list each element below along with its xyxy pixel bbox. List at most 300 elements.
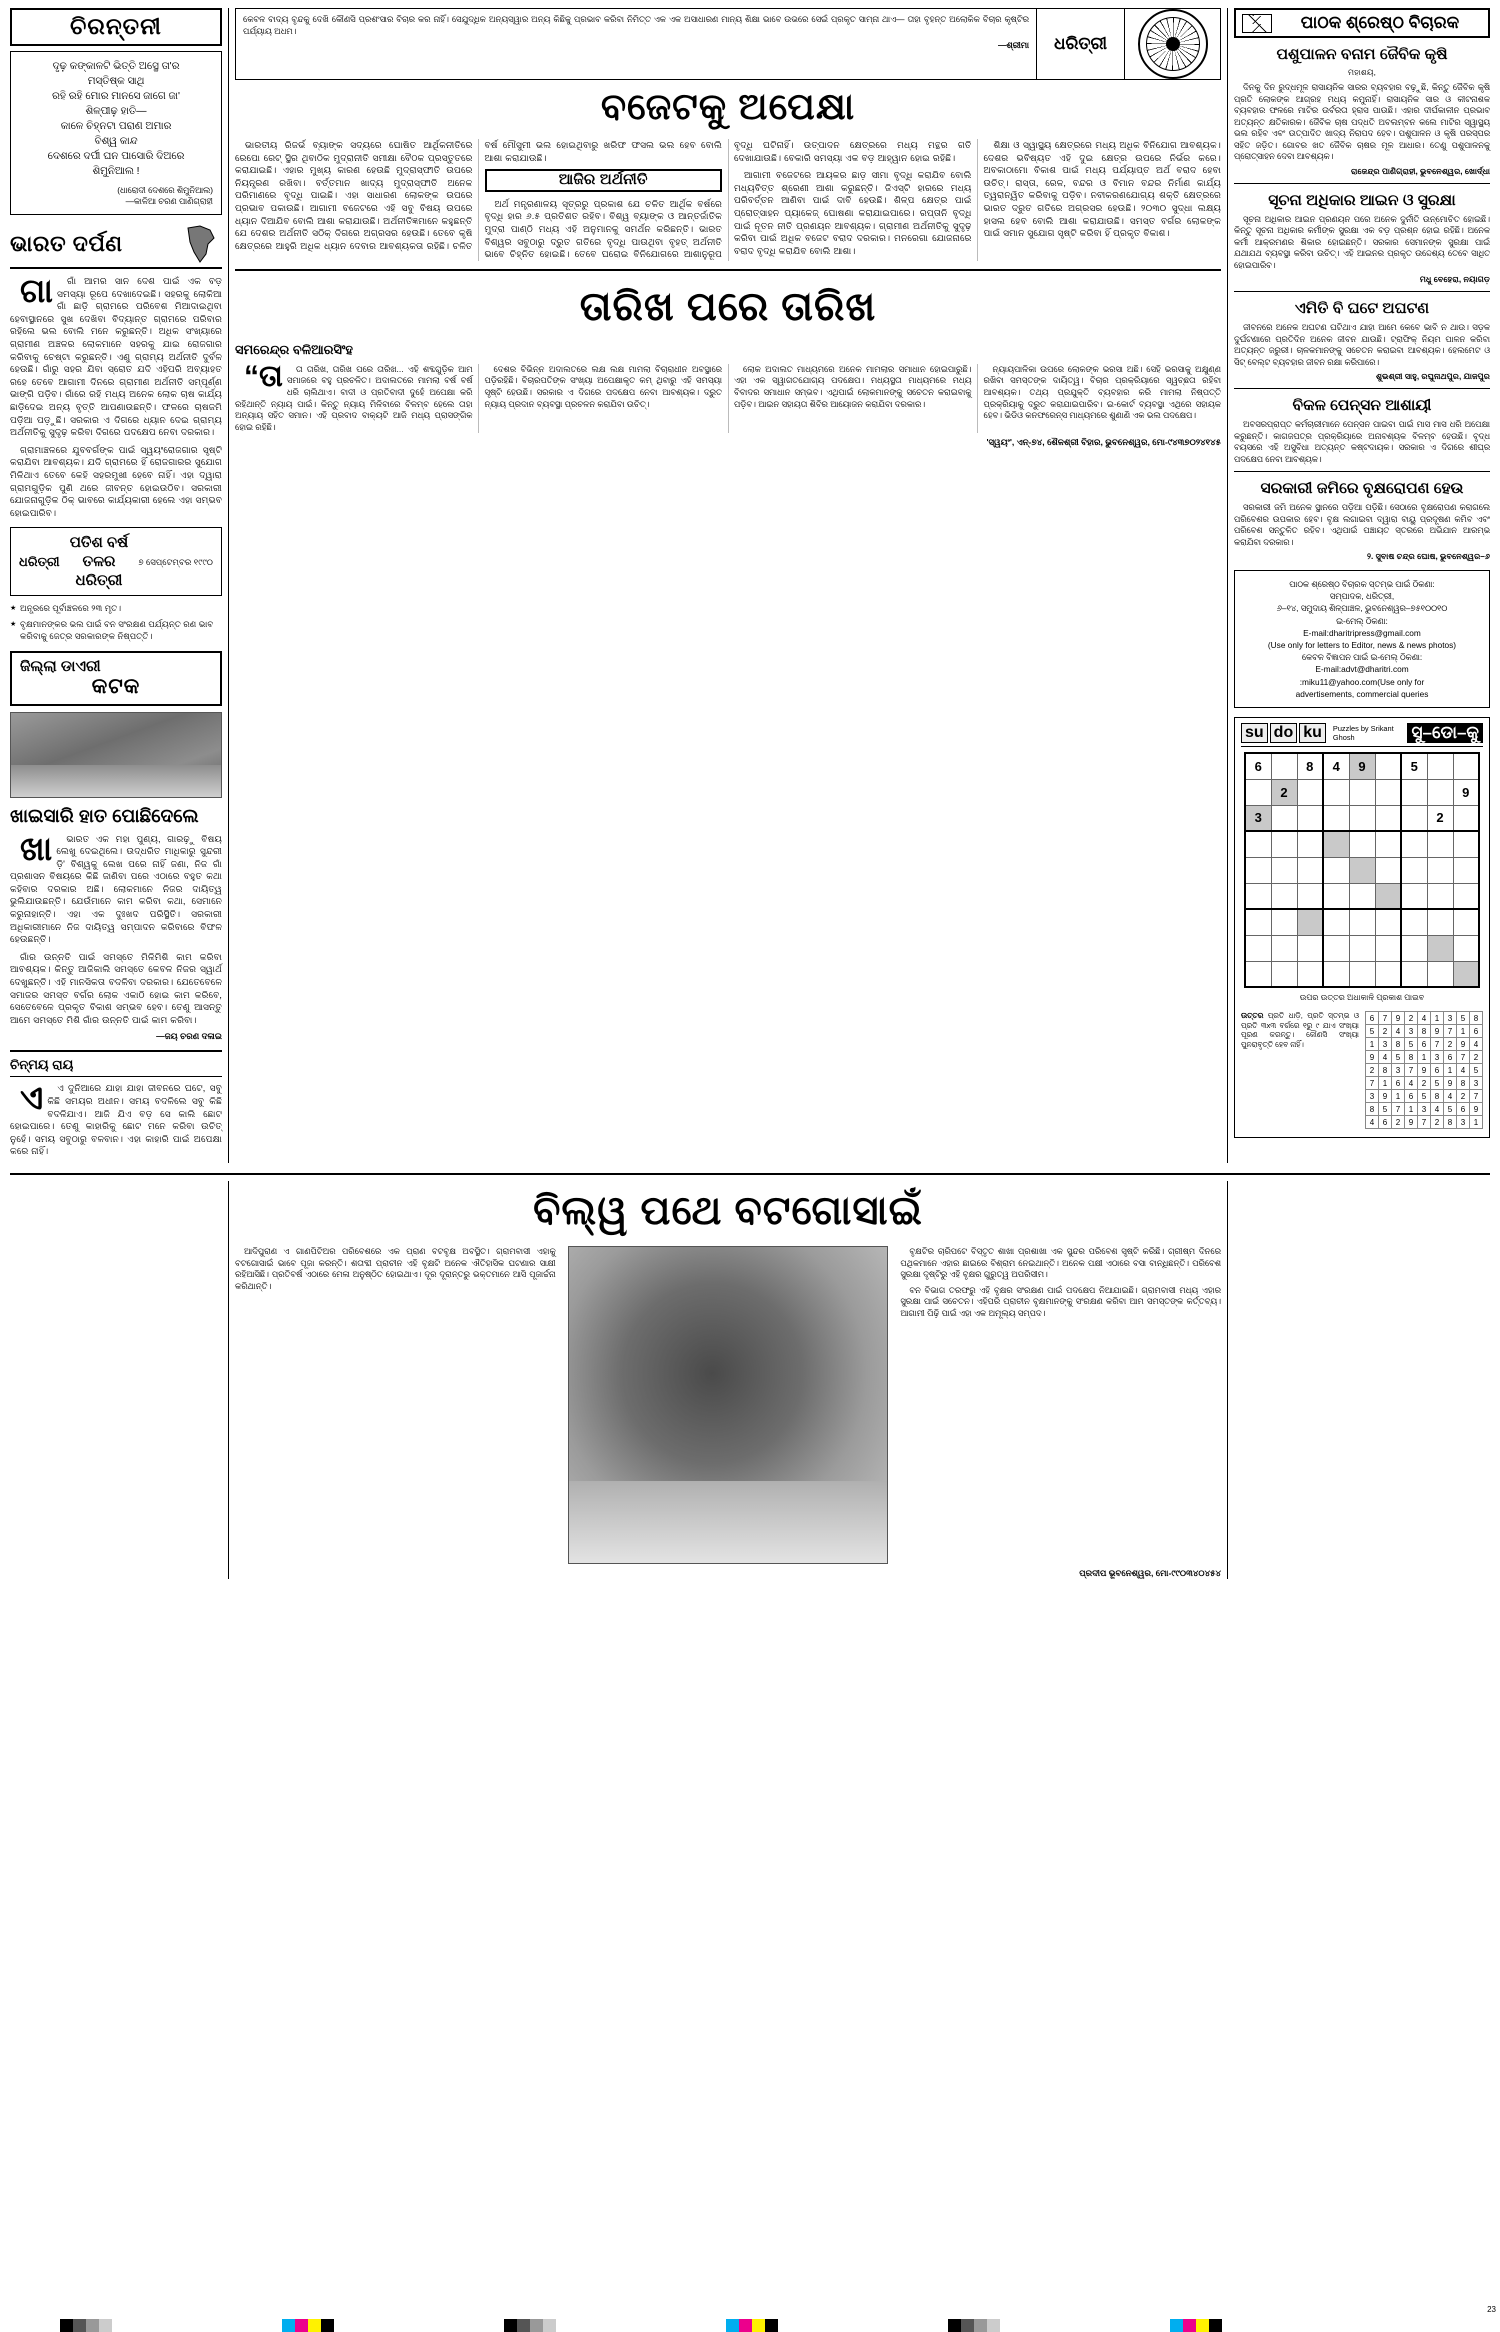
sudoku-answer-cell: 4 xyxy=(1457,1064,1470,1077)
sudoku-answer-cell: 4 xyxy=(1418,1012,1431,1025)
sudoku-cell[interactable] xyxy=(1375,753,1401,779)
sudoku-cell[interactable] xyxy=(1297,935,1323,961)
headline-tarikha-pare-tarikha: ତାରିଖ ପରେ ତାରିଖ xyxy=(579,284,877,329)
contact-email-advt2[interactable]: :miku11@yahoo.com(Use only for xyxy=(1299,676,1425,687)
sudoku-answer-cell: 5 xyxy=(1431,1077,1444,1090)
sudoku-answer-cell: 5 xyxy=(1470,1064,1483,1077)
sudoku-answer-cell: 7 xyxy=(1470,1090,1483,1103)
color-bar-set xyxy=(1170,2319,1222,2332)
sudoku-answer-label: ଉତ୍ତର xyxy=(1241,1011,1264,1021)
color-swatch xyxy=(961,2319,974,2332)
sudoku-answer-cell: 6 xyxy=(1418,1038,1431,1051)
article1-text2: ଗାଁର ଉନ୍ନତି ପାଇଁ ସମସ୍ତେ ମିଳିମିଶି କାମ କରିବା ଆବଶ୍ୟକ। କିନ୍ତୁ ଆଜିକାଲି ସମସ୍ତେ କେବଳ ନିଜର ସ୍ୱାର୍ଥ ଦେଖୁଛନ୍ତି। ଏହି ମାନସିକତା ବଦଳିବା ଦରକାର। ଯେତେବେଳେ ସମାଜର ସମସ୍ତ ବର୍ଗର ଲୋକ ଏକାଠି ହୋଇ କାମ କରିବେ, ସେତେବେଳେ ପ୍ରକୃତ ବିକାଶ ସମ୍ଭବ ହେବ। ତେଣୁ ଆସନ୍ତୁ ଆମେ ସମସ୍ତେ ମିଶି ଗାଁର ଉନ୍ନତି ପାଇଁ କାମ କରିବା। xyxy=(10,951,222,1025)
sudoku-answer-cell: 8 xyxy=(1457,1077,1470,1090)
bottom-left-spacer xyxy=(10,1181,228,1579)
bottom-area xyxy=(10,1173,1490,1579)
sudoku-answer-row xyxy=(1366,1103,1483,1116)
top-strip xyxy=(235,8,1221,80)
contact-email-editorial[interactable]: E-mail:dharitripress@gmail.com xyxy=(1303,627,1421,638)
divider xyxy=(1234,291,1490,292)
poem-line: ଦେଶରେ ଦର୍ପୀ ଘନ ପାସୋରି ଦିଅରେ xyxy=(47,151,185,162)
sudoku-cell[interactable] xyxy=(1401,961,1427,987)
sudoku-cell[interactable] xyxy=(1271,805,1297,831)
sudoku-answer-cell: 6 xyxy=(1444,1051,1457,1064)
color-swatch xyxy=(99,2319,112,2332)
story-byline: ସମରେନ୍ଦ୍ର ବଳିଆରସିଂହ xyxy=(235,341,353,357)
story-para: ନ୍ୟାୟପାଳିକା ଉପରେ ଲୋକଙ୍କ ଭରସା ଅଛି। ସେହି ଭରସାକୁ ଅକ୍ଷୁଣ୍ଣ ରଖିବା ସମସ୍ତଙ୍କ ଦାୟିତ୍ୱ। ବିଚାର ପ୍ରକ୍ରିୟାରେ ସ୍ୱଚ୍ଛତା ରହିବା ଆବଶ୍ୟକ। ତଥ୍ୟ ପ୍ରଯୁକ୍ତି ବ୍ୟବହାର କରି ମାମଲା ନିଷ୍ପତ୍ତି ପ୍ରକ୍ରିୟାକୁ ଦ୍ରୁତ କରାଯାଇପାରିବ। ଇ-କୋର୍ଟ ବ୍ୟବସ୍ଥା ଏଥିରେ ସହାୟକ ହେବ। ଭିଡିଓ କନଫରେନ୍ସ ମାଧ୍ୟମରେ ଶୁଣାଣି ଏକ ଭଲ ପଦକ୍ଷେପ। xyxy=(983,363,1221,421)
sudoku-cell[interactable] xyxy=(1323,961,1349,987)
sudoku-cell[interactable] xyxy=(1349,857,1375,883)
sudoku-title-odia: ସୁ–ଡୋ–କୁ xyxy=(1407,723,1483,743)
dharitri-logo: ଧରିତ୍ରୀ xyxy=(1036,9,1124,79)
sudoku-cell[interactable] xyxy=(1401,831,1427,857)
sudoku-answer-cell: 8 xyxy=(1431,1090,1444,1103)
letter-body xyxy=(1234,214,1490,272)
sudoku-answer-cell: 1 xyxy=(1444,1064,1457,1077)
dharitri-mini-logo: ଧରିତ୍ରୀ xyxy=(19,553,60,569)
sudoku-cell[interactable] xyxy=(1271,831,1297,857)
sudoku-answer-cell: 6 xyxy=(1379,1116,1392,1129)
letter-body xyxy=(1234,82,1490,163)
color-swatch xyxy=(73,2319,86,2332)
article1-title: ଖାଇସାରି ହାତ ପୋଛିଦେଲେ xyxy=(10,804,199,826)
sudoku-cell[interactable]: 5 xyxy=(1401,753,1427,779)
sudoku-cell[interactable] xyxy=(1297,805,1323,831)
readers-column-title: ପାଠକ ଶ୍ରେଷ୍ଠ ବିଚାରକ xyxy=(1300,13,1460,32)
sudoku-cell[interactable] xyxy=(1375,831,1401,857)
letter-sign: ଶୁଭଶ୍ରୀ ସାହୁ, ରଘୁନାଥପୁର, ଯାଜପୁର xyxy=(1375,372,1490,381)
sudoku-logo xyxy=(1241,723,1328,743)
color-swatch xyxy=(308,2319,321,2332)
sudoku-answer-cell: 6 xyxy=(1457,1103,1470,1116)
sudoku-answer-cell: 1 xyxy=(1470,1116,1483,1129)
sudoku-answer-text xyxy=(1241,1011,1359,1049)
letter-text: ସରକାରୀ ଜମି ଅନେକ ସ୍ଥାନରେ ପଡ଼ିଆ ପଡ଼ିଛି। ସେଠାରେ ବୃକ୍ଷରୋପଣ କରାଗଲେ ପରିବେଶର ଉପକାର ହେବ। ବୃକ୍ଷ ଲଗାଇବା ଦ୍ୱାରା ବାୟୁ ପ୍ରଦୂଷଣ କମିବ ଏବଂ ପରିବେଶ ସନ୍ତୁଳିତ ରହିବ। ଏଥିପାଇଁ ପଞ୍ଚାୟତ ସ୍ତରରେ ଅଭିଯାନ ଆରମ୍ଭ କରାଯିବା ଦରକାର। xyxy=(1234,502,1490,547)
letter-text: ଅବସରପ୍ରାପ୍ତ କର୍ମଚାରୀମାନେ ପେନ୍‌ସନ ପାଇବା ପାଇଁ ମାସ ମାସ ଧରି ଅପେକ୍ଷା କରୁଛନ୍ତି। କାଗଜପତ୍ର ପ୍ରକ୍ରିୟାରେ ଅନାବଶ୍ୟକ ବିଳମ୍ବ ହେଉଛି। ବୃଦ୍ଧ ବୟସରେ ଏହି ଅସୁବିଧା ଅତ୍ୟନ୍ତ କଷ୍ଟଦାୟକ। ସରକାର ଏ ଦିଗରେ ଶୀଘ୍ର ପଦକ୍ଷେପ ନେବା ଆବଶ୍ୟକ। xyxy=(1234,419,1490,464)
divider xyxy=(1234,388,1490,389)
story-para: ଲୋକ ଅଦାଲତ ମାଧ୍ୟମରେ ଅନେକ ମାମଲାର ସମାଧାନ ହୋଇପାରୁଛି। ଏହା ଏକ ସ୍ୱାଗତଯୋଗ୍ୟ ପଦକ୍ଷେପ। ମଧ୍ୟସ୍ଥତା ମାଧ୍ୟମରେ ମଧ୍ୟ ବିବାଦର ସମାଧାନ ସମ୍ଭବ। ଏଥିପାଇଁ ଲୋକମାନଙ୍କୁ ସଚେତନ କରାଇବାକୁ ପଡ଼ିବ। ଆଇନ ସହାୟତା ଶିବିର ଆୟୋଜନ କରାଯିବା ଦରକାର। xyxy=(734,363,972,409)
sudoku-cell[interactable]: 9 xyxy=(1349,753,1375,779)
color-swatch xyxy=(530,2319,543,2332)
letter-body xyxy=(1234,502,1490,548)
sudoku-cell[interactable]: 2 xyxy=(1271,779,1297,805)
sudoku-cell[interactable] xyxy=(1323,831,1349,857)
sudoku-answer-cell: 4 xyxy=(1444,1090,1457,1103)
sudoku-cell[interactable] xyxy=(1427,779,1453,805)
sudoku-answer-cell: 3 xyxy=(1366,1090,1379,1103)
sudoku-header xyxy=(1241,723,1483,747)
sudoku-cell[interactable] xyxy=(1349,883,1375,909)
top-strip-sign: —ଶ୍ରୀମା xyxy=(998,40,1029,51)
sudoku-answer-cell: 9 xyxy=(1366,1051,1379,1064)
sudoku-cell[interactable] xyxy=(1297,831,1323,857)
readers-column-header xyxy=(1234,8,1490,38)
sudoku-cell[interactable] xyxy=(1427,857,1453,883)
sudoku-answer-cell: 3 xyxy=(1470,1077,1483,1090)
sudoku-answer-cell: 9 xyxy=(1405,1116,1418,1129)
sudoku-logo-su: su xyxy=(1241,723,1268,743)
sudoku-answer-cell: 7 xyxy=(1379,1012,1392,1025)
sudoku-cell[interactable] xyxy=(1453,753,1479,779)
color-swatch xyxy=(504,2319,517,2332)
bottom-feature-body xyxy=(235,1246,1221,1564)
chirantani-banner xyxy=(10,8,222,46)
sudoku-cell[interactable] xyxy=(1323,935,1349,961)
sudoku-answer-cell: 3 xyxy=(1392,1064,1405,1077)
sudoku-cell[interactable] xyxy=(1271,909,1297,935)
sudoku-answer-cell: 5 xyxy=(1405,1038,1418,1051)
india-map-icon xyxy=(180,224,222,264)
letter-text: ଜୀବନରେ ଅନେକ ଅଘଟଣ ଘଟିଥାଏ ଯାହା ଆମେ କେବେ ଭାବି ନ ଥାଉ। ସଡ଼କ ଦୁର୍ଘଟଣାରେ ପ୍ରତିଦିନ ଅନେକ ଜୀବନ ଯାଉଛି। ଟ୍ରାଫିକ୍ ନିୟମ ପାଳନ କରିବା ଅତ୍ୟନ୍ତ ଜରୁରୀ। ଚାଳକମାନଙ୍କୁ ସଚେତନ କରାଇବା ଆବଶ୍ୟକ। ହେଲମେଟ ଓ ସିଟ୍ ବେଲ୍ଟ ବ୍ୟବହାର ଜୀବନ ରକ୍ଷା କରିପାରେ। xyxy=(1234,322,1490,367)
contact-line: ଇ-ମେଲ୍ ଠିକଣା: xyxy=(1336,615,1388,626)
sudoku-cell[interactable]: 3 xyxy=(1245,805,1271,831)
letter-text: ଦିନକୁ ଦିନ ରୁଦ୍ଧମୂଳ ରାସାୟନିକ ସାରର ବ୍ୟବହାର ବଢ଼ୁଛି, କିନ୍ତୁ ଜୈବିକ କୃଷି ପ୍ରତି ଲୋକଙ୍କ ଆଗ୍ରହ ମଧ୍ୟ କମୁନାହିଁ। ରାସାୟନିକ ସାର ଓ କୀଟନାଶକ ବ୍ୟବହାର ଫଳରେ ମାଟିର ଉର୍ବରତା ହ୍ରାସ ପାଉଛି। ଏହାର ଦୀର୍ଘକାଳୀନ ପ୍ରଭାବ ଅତ୍ୟନ୍ତ କ୍ଷତିକାରକ। ଜୈବିକ ଚାଷ ପଦ୍ଧତି ଅବଲମ୍ବନ କଲେ ମାଟିର ସ୍ୱାସ୍ଥ୍ୟ ଭଲ ରହିବ ଏବଂ ଉତ୍ପାଦିତ ଖାଦ୍ୟ ନିରାପଦ ହେବ। ପଶୁପାଳନ ଓ କୃଷି ପରସ୍ପର ସହିତ ଜଡ଼ିତ। ଗୋବର ଖତ ଜୈବିକ ଚାଷର ମୂଳ ଆଧାର। ତେଣୁ ପଶୁପାଳନକୁ ପ୍ରୋତ୍ସାହନ ଦେବା ଆବଶ୍ୟକ। xyxy=(1234,82,1490,161)
sudoku-cell[interactable] xyxy=(1349,909,1375,935)
sudoku-answer-cell: 2 xyxy=(1392,1116,1405,1129)
contact-box xyxy=(1234,570,1490,708)
sudoku-cell[interactable] xyxy=(1245,935,1271,961)
sudoku-cell[interactable]: 6 xyxy=(1245,753,1271,779)
poem-line: ଶିଳ୍ପୀଢ଼ ହାତି— xyxy=(85,106,147,117)
sudoku-cell[interactable] xyxy=(1453,857,1479,883)
sudoku-cell[interactable] xyxy=(1245,831,1271,857)
sudoku-row xyxy=(1245,909,1479,935)
sudoku-cell[interactable] xyxy=(1453,909,1479,935)
sudoku-cell[interactable] xyxy=(1427,935,1453,961)
sudoku-subtitle: Puzzles by Srikant Ghosh xyxy=(1332,724,1394,743)
sudoku-answer-cell: 9 xyxy=(1379,1090,1392,1103)
sudoku-cell[interactable] xyxy=(1427,883,1453,909)
sudoku-cell[interactable] xyxy=(1349,831,1375,857)
sudoku-answer-cell: 6 xyxy=(1431,1064,1444,1077)
article1-body xyxy=(10,829,222,1027)
sudoku-answer-cell: 7 xyxy=(1444,1025,1457,1038)
sudoku-answer-cell: 1 xyxy=(1405,1103,1418,1116)
sudoku-answer-row xyxy=(1366,1051,1483,1064)
sudoku-answer-cell: 7 xyxy=(1418,1116,1431,1129)
story-block xyxy=(235,269,1221,449)
sudoku-row xyxy=(1245,857,1479,883)
sudoku-answer-cell: 2 xyxy=(1418,1077,1431,1090)
sudoku-cell[interactable] xyxy=(1271,961,1297,987)
sudoku-cell[interactable] xyxy=(1375,935,1401,961)
letter-sign: ୨. ସୁବାଷ ଚନ୍ଦ୍ର ଘୋଷ, ଭୁବନେଶ୍ୱର–୬ xyxy=(1366,552,1490,561)
sudoku-answer-cell: 7 xyxy=(1366,1077,1379,1090)
sudoku-cell[interactable] xyxy=(1427,831,1453,857)
sudoku-cell[interactable]: 4 xyxy=(1323,753,1349,779)
contact-note-editorial: (Use only for letters to Editor, news & news photos) xyxy=(1267,640,1457,651)
sudoku-answer-cell: 3 xyxy=(1379,1038,1392,1051)
color-swatch xyxy=(739,2319,752,2332)
sudoku-cell[interactable]: 8 xyxy=(1297,753,1323,779)
color-bar-set xyxy=(504,2319,556,2332)
sudoku-cell[interactable] xyxy=(1375,961,1401,987)
article2-text: ଏ ଦୁନିଆରେ ଯାହା ଯାହା ଜୀବନରେ ଘଟେ, ସବୁ କିଛି ସମୟର ଅଧୀନ। ସମୟ ବଦଳିଲେ ସବୁ କିଛି ବଦଳିଯାଏ। ଆଜି ଯିଏ ବଡ଼ ସେ କାଲି ଛୋଟ ହୋଇପାରେ। ତେଣୁ କାହାରିକୁ ଛୋଟ ମନେ କରିବା ଉଚିତ୍ ନୁହେଁ। ସମୟ ସବୁଠାରୁ ବଳବାନ। ଏହା କାହାରି ପାଇଁ ଅପେକ୍ଷା କରେ ନାହିଁ। xyxy=(10,1083,222,1157)
divider xyxy=(1234,471,1490,472)
sudoku-answer-cell: 6 xyxy=(1470,1025,1483,1038)
sudoku-cell[interactable]: 2 xyxy=(1427,805,1453,831)
bullet-item: ★ ଅନ୍ଧ୍ରରେ ପୂର୍ବାଞ୍ଚଳରେ ୨୩ ମୃତ। xyxy=(10,602,222,614)
right-column xyxy=(1228,8,1490,1163)
sudoku-cell[interactable] xyxy=(1453,935,1479,961)
article2-author: ଚିନ୍ମୟ ରାୟ xyxy=(10,1057,222,1077)
fort-photo xyxy=(10,712,222,798)
sudoku-cell[interactable] xyxy=(1401,805,1427,831)
sudoku-answer-cell: 2 xyxy=(1431,1116,1444,1129)
sudoku-answer-block xyxy=(1241,1011,1483,1129)
sudoku-row xyxy=(1245,883,1479,909)
pratibarsha-label: ପତିଶ ବର୍ଷ ତଳର ଧରିତ୍ରୀ xyxy=(69,534,129,590)
sudoku-cell[interactable] xyxy=(1245,961,1271,987)
sudoku-answer-cell: 8 xyxy=(1444,1116,1457,1129)
color-swatch xyxy=(86,2319,99,2332)
letter-title: ଏମିତି ବି ଘଟେ ଅଘଟଣ xyxy=(1294,300,1430,317)
sudoku-cell[interactable] xyxy=(1245,883,1271,909)
envelope-icon xyxy=(1242,14,1272,33)
sudoku-answer-cell: 3 xyxy=(1457,1116,1470,1129)
story-sign: 'ସ୍ୱୟଂ', ଏନ୍-୭୪, ଶୈଳଶ୍ରୀ ବିହାର, ଭୁବନେଶ୍ୱର, ମୋ-୯୪୩୭୦୨୪୧୪୫ xyxy=(986,437,1221,448)
sudoku-cell[interactable] xyxy=(1323,883,1349,909)
sudoku-cell[interactable] xyxy=(1375,909,1401,935)
page-number: 23 xyxy=(1487,2305,1496,2314)
sudoku-answer-row xyxy=(1366,1077,1483,1090)
sudoku-grid[interactable] xyxy=(1244,752,1480,988)
sudoku-answer-cell: 6 xyxy=(1405,1090,1418,1103)
sudoku-row xyxy=(1245,753,1479,779)
article1-text: ଭାରତ ଏକ ମହା ପୁଣ୍ୟ, ଗାରଢ଼ୁ ବିଷୟ ଲେଖୁ ଦେଇଥିଲେ। ଉଦ୍ଧରିତ ମାଧିକାରୁ ସୁନ୍ଦରୀ ଡ଼ି' ବିଶ୍ୱକୁ ଲେଖ ପରେ ନାହିଁ ଜଣା, ନିଜ ଗାଁ ପ୍ରଶାସନ ବିଷୟରେ କିଛି ଜାଣିବା ପରେ ଏଠାରେ ବହୁତ କଥା କହିବାର ଦରକାର ଅଛି। ଲୋକମାନେ ନିଜର ଦାୟିତ୍ୱ ଭୁଲିଯାଉଛନ୍ତି। ଯେଉଁମାନେ କାମ କରିବା କଥା, ସେମାନେ କରୁନାହାନ୍ତି। ଏହା ଏକ ଦୁଃଖଦ ପରିସ୍ଥିତି। ସରକାରୀ ଅଧିକାରୀମାନେ ନିଜ ଦାୟିତ୍ୱ ସମ୍ପାଦନ କରିବାରେ ବିଫଳ ହେଉଛନ୍ତି। xyxy=(10,833,222,945)
sudoku-logo-ku: ku xyxy=(1299,723,1326,743)
jilla-diary-district: କଟକ xyxy=(91,674,141,698)
poem-box xyxy=(10,51,222,215)
contact-email-advt[interactable]: E-mail:advt@dharitri.com xyxy=(1315,664,1409,675)
sudoku-answer-cell: 3 xyxy=(1405,1025,1418,1038)
letter-item xyxy=(1234,479,1490,562)
sudoku-row xyxy=(1245,831,1479,857)
sudoku-answer-cell: 8 xyxy=(1470,1012,1483,1025)
sudoku-cell[interactable] xyxy=(1271,935,1297,961)
headline-bilwa-pathe-batagosain: ବିଲ୍ୱ ପଥେ ବଟଗୋସାଇଁ xyxy=(533,1188,923,1233)
sudoku-cell[interactable] xyxy=(1349,779,1375,805)
sudoku-cell[interactable] xyxy=(1271,883,1297,909)
sudoku-cell[interactable] xyxy=(1375,883,1401,909)
sudoku-answer-cell: 2 xyxy=(1470,1051,1483,1064)
sudoku-cell[interactable] xyxy=(1297,779,1323,805)
letter-title: ସୂଚନା ଅଧିକାର ଆଇନ ଓ ସୁରକ୍ଷା xyxy=(1268,191,1456,209)
headline-bajetaku-apeksha: ବଜେଟକୁ ଅପେକ୍ଷା xyxy=(600,86,856,127)
sudoku-answer-row xyxy=(1366,1025,1483,1038)
budget-para: ଶିକ୍ଷା ଓ ସ୍ୱାସ୍ଥ୍ୟ କ୍ଷେତ୍ରରେ ମଧ୍ୟ ଅଧିକ ବିନିଯୋଗ ଆବଶ୍ୟକ। ଦେଶର ଭବିଷ୍ୟତ ଏହି ଦୁଇ କ୍ଷେତ୍ର ଉପରେ ନିର୍ଭର କରେ। ଅବକାଠାମୋ ବିକାଶ ପାଇଁ ମଧ୍ୟ ପର୍ଯ୍ୟାପ୍ତ ଅର୍ଥ ବରାଦ ହେବା ଉଚିତ୍। ରାସ୍ତା, ରେଳ, ବନ୍ଦର ଓ ବିମାନ ବନ୍ଦର ନିର୍ମାଣ କାର୍ଯ୍ୟ ତ୍ୱରାନ୍ୱିତ କରିବାକୁ ପଡ଼ିବ। ନବୀକରଣଯୋଗ୍ୟ ଶକ୍ତି କ୍ଷେତ୍ରରେ ଭାରତ ଦ୍ରୁତ ଗତିରେ ଅଗ୍ରସର ହେଉଛି। ୨୦୩୦ ସୁଦ୍ଧା ଲକ୍ଷ୍ୟ ହାସଲ ହେବ ବୋଲି ଆଶା କରାଯାଉଛି। ସମସ୍ତ ବର୍ଗର ଲୋକଙ୍କ ପାଇଁ ସମାନ ସୁଯୋଗ ସୃଷ୍ଟି କରିବା ହିଁ ପ୍ରକୃତ ବିକାଶ। xyxy=(983,140,1221,239)
sudoku-answer-cell: 7 xyxy=(1405,1064,1418,1077)
budget-para: ଅର୍ଥ ମନ୍ତ୍ରଣାଳୟ ସୂତ୍ରରୁ ପ୍ରକାଶ ଯେ ଚଳିତ ଆର୍ଥିକ ବର୍ଷରେ ବୃଦ୍ଧି ହାର ୬.୫ ପ୍ରତିଶତ ରହିବ। ବିଶ୍ୱ ବ୍ୟାଙ୍କ ଓ ଆନ୍ତର୍ଜାତିକ ମୁଦ୍ରା ପାଣ୍ଠି ମଧ୍ୟ ଏହି ଅନୁମାନକୁ ସମର୍ଥନ କରିଛନ୍ତି। ଭାରତ ବିଶ୍ୱର ସବୁଠାରୁ ଦ୍ରୁତ ଗତିରେ ବୃଦ୍ଧି ପାଉଥିବା ବୃହତ୍ ଅର୍ଥନୀତି ଭାବେ ଚିହ୍ନିତ ହୋଇଛି। ତେବେ ଘରୋଇ ବିନିଯୋଗରେ ଆଶାନୁରୂପ ବୃଦ୍ଧି ଘଟିନାହିଁ। ଉତ୍ପାଦନ କ୍ଷେତ୍ରରେ ମଧ୍ୟ ମନ୍ଥର ଗତି ଦେଖାଯାଉଛି। ବେକାରି ସମସ୍ୟା ଏକ ବଡ଼ ଆହ୍ୱାନ ହୋଇ ରହିଛି। xyxy=(484,140,972,260)
sudoku-answer-cell: 6 xyxy=(1366,1012,1379,1025)
sudoku-answer-cell: 3 xyxy=(1431,1051,1444,1064)
color-swatch xyxy=(543,2319,556,2332)
bullet-list xyxy=(10,602,222,642)
color-swatch xyxy=(1209,2319,1222,2332)
sudoku-caption: ଉପର ଉତ୍ତର ଅଧାକାଳି ପ୍ରକାଶ ପାଇବ xyxy=(1299,993,1425,1003)
sudoku-answer-cell: 1 xyxy=(1457,1025,1470,1038)
color-swatch xyxy=(295,2319,308,2332)
sudoku-answer-cell: 5 xyxy=(1379,1103,1392,1116)
sudoku-answer-cell: 4 xyxy=(1379,1051,1392,1064)
letter-sign: ରାଜେନ୍ଦ୍ର ପାଣିଗ୍ରାହୀ, ଭୁବନେଶ୍ୱର, ଖୋର୍ଦ୍ଧା xyxy=(1351,166,1490,176)
sudoku-cell[interactable] xyxy=(1453,883,1479,909)
sudoku-answer-row xyxy=(1366,1116,1483,1129)
bullet-item: ★ ବୃକ୍ଷମାନଙ୍କର ଭଲ ପାଇଁ ବନ ସଂରକ୍ଷଣ ପର୍ଯ୍ୟନ୍ତ ରଣ ଭାବ କରିବାକୁ ଜେତ୍ର ସରକାରଙ୍କ ନିଷ୍ପତ୍ତି। xyxy=(10,618,222,643)
sudoku-cell[interactable] xyxy=(1297,909,1323,935)
bharat-darpan-text2: ଗ୍ରାମାଞ୍ଚଳରେ ଯୁବବର୍ଗଙ୍କ ପାଇଁ ସ୍ୱୟଂରୋଜଗାର ସୃଷ୍ଟି କରାଯିବା ଆବଶ୍ୟକ। ଯଦି ଗ୍ରାମରେ ହିଁ ରୋଜଗାରର ସୁଯୋଗ ମିଳିଥାଏ ତେବେ କେହି ସହରମୁଖୀ ହେବେ ନାହିଁ। ଏହା ଦ୍ୱାରା ଗ୍ରାମଗୁଡ଼ିକ ପୁଣି ଥରେ ଜୀବନ୍ତ ହୋଇଉଠିବ। ସରକାରୀ ଯୋଜନାଗୁଡ଼ିକ ଠିକ୍ ଭାବରେ କାର୍ଯ୍ୟକାରୀ ହେଲେ ଏହା ସମ୍ଭବ ହୋଇପାରିବ। xyxy=(10,444,222,518)
sudoku-cell[interactable] xyxy=(1349,935,1375,961)
sudoku-rules: ପ୍ରତି ଧାଡ଼ି, ପ୍ରତି ସ୍ତମ୍ଭ ଓ ପ୍ରତି ୩x୩ ବର୍ଗରେ ୧ରୁ ୯ ଯାଏ ସଂଖ୍ୟା ପୂରଣ କରନ୍ତୁ। କୌଣସି ସଂଖ୍ୟା ପୁନରାବୃତ୍ତି ହେବ ନାହିଁ। xyxy=(1241,1011,1359,1049)
banyan-tree-photo xyxy=(568,1246,889,1564)
pratibarsha-date: ୭ ସେପ୍ଟେମ୍ବର ୧୯୯୦ xyxy=(138,556,213,567)
sudoku-answer-cell: 4 xyxy=(1431,1103,1444,1116)
sudoku-cell[interactable] xyxy=(1427,909,1453,935)
sudoku-answer-cell: 4 xyxy=(1405,1077,1418,1090)
sudoku-cell[interactable] xyxy=(1271,857,1297,883)
sudoku-answer-cell: 1 xyxy=(1392,1090,1405,1103)
divider xyxy=(1234,183,1490,184)
bottom-para: ବନ ବିଭାଗ ତରଫରୁ ଏହି ବୃକ୍ଷର ସଂରକ୍ଷଣ ପାଇଁ ପଦକ୍ଷେପ ନିଆଯାଇଛି। ଗ୍ରାମବାସୀ ମଧ୍ୟ ଏହାର ସୁରକ୍ଷା ପାଇଁ ସଚେତନ। ଏହିପରି ପ୍ରାଚୀନ ବୃକ୍ଷମାନଙ୍କୁ ସଂରକ୍ଷଣ କରିବା ଆମ ସମସ୍ତଙ୍କ କର୍ତ୍ତବ୍ୟ। ଆଗାମୀ ପିଢ଼ି ପାଇଁ ଏହା ଏକ ଅମୂଲ୍ୟ ସମ୍ପଦ। xyxy=(900,1284,1221,1318)
story-para: ଦେଶର ବିଭିନ୍ନ ଅଦାଲତରେ ଲକ୍ଷ ଲକ୍ଷ ମାମଲା ବିଚାରାଧୀନ ଅବସ୍ଥାରେ ପଡ଼ିରହିଛି। ବିଚାରପତିଙ୍କ ସଂଖ୍ୟା ଅପେକ୍ଷାକୃତ କମ୍ ଥିବାରୁ ଏହି ସମସ୍ୟା ସୃଷ୍ଟି ହେଉଛି। ସରକାର ଏ ଦିଗରେ ପଦକ୍ଷେପ ନେବା ଆବଶ୍ୟକ। ଦ୍ରୁତ ନ୍ୟାୟ ପ୍ରଦାନ ବ୍ୟବସ୍ଥା ପ୍ରଚଳନ କରାଯିବା ଉଚିତ୍। xyxy=(484,363,722,409)
sudoku-cell[interactable]: 9 xyxy=(1453,779,1479,805)
letter-item xyxy=(1234,299,1490,382)
sudoku-cell[interactable] xyxy=(1375,805,1401,831)
sudoku-answer-cell: 2 xyxy=(1379,1025,1392,1038)
top-strip-text xyxy=(236,9,1036,79)
bottom-right-spacer xyxy=(1228,1181,1490,1579)
bottom-feature-sign: ପ୍ରଦୀପ ଭୂବନେଶ୍ୱର, ମୋ-୯୯୦୩୪୦୪୫୪ xyxy=(1079,1567,1221,1578)
bharat-darpan-header xyxy=(10,224,222,269)
sudoku-cell[interactable] xyxy=(1297,961,1323,987)
sudoku-cell[interactable] xyxy=(1271,753,1297,779)
poem-line: ଦୃଢ଼ କଙ୍କାଳଟି ଭିତ୍ତି ଅସ୍ଥେ ତା'ର xyxy=(52,61,180,72)
sudoku-answer-cell: 8 xyxy=(1366,1103,1379,1116)
sudoku-widget xyxy=(1234,717,1490,1138)
sudoku-answer-grid xyxy=(1365,1011,1483,1129)
poem-line: କାଳେ ଚିହ୍ନଟା ପରାଣ ଅମାର xyxy=(60,121,172,132)
letter-sign: ମଧୁ ବେହେରା, ନୟାଗଡ଼ xyxy=(1419,275,1490,284)
sudoku-answer-cell: 8 xyxy=(1405,1051,1418,1064)
sudoku-cell[interactable] xyxy=(1401,909,1427,935)
sudoku-answer-cell: 5 xyxy=(1392,1051,1405,1064)
sudoku-cell[interactable] xyxy=(1453,831,1479,857)
sudoku-cell[interactable] xyxy=(1401,857,1427,883)
sudoku-cell[interactable] xyxy=(1323,805,1349,831)
contact-line: ୬–୧୪, ସମୁଦାୟ ଶିଳ୍ପାଞ୍ଚଳ, ଭୁବନେଶ୍ୱର–୭୫୧୦୦୧୦ xyxy=(1276,603,1448,614)
middle-column xyxy=(228,8,1228,1163)
sudoku-answer-cell: 5 xyxy=(1457,1012,1470,1025)
sudoku-answer-cell: 8 xyxy=(1418,1025,1431,1038)
ajira-arthaniti-label: ଆଜିର ଅର୍ଥନୀତି xyxy=(485,169,723,192)
sudoku-cell[interactable] xyxy=(1375,779,1401,805)
poem-author: —କାଳିଆ ଚରଣ ପାଣିଗ୍ରାହୀ xyxy=(125,196,213,206)
sudoku-row xyxy=(1245,935,1479,961)
sudoku-answer-cell: 9 xyxy=(1470,1103,1483,1116)
sudoku-cell[interactable] xyxy=(1453,805,1479,831)
sudoku-cell[interactable] xyxy=(1323,909,1349,935)
sudoku-answer-cell: 4 xyxy=(1366,1116,1379,1129)
contact-line: କେବଳ ବିଜ୍ଞାପନ ପାଇଁ ଇ-ମେଲ୍ ଠିକଣା: xyxy=(1301,652,1423,663)
color-swatch xyxy=(948,2319,961,2332)
left-column xyxy=(10,8,228,1163)
color-bar-set xyxy=(726,2319,778,2332)
quote-dropcap: “ତା xyxy=(244,359,283,393)
letter-item xyxy=(1234,191,1490,286)
letter-body xyxy=(1234,419,1490,465)
color-swatch xyxy=(1196,2319,1209,2332)
sudoku-answer-cell: 9 xyxy=(1392,1012,1405,1025)
top-strip-quote: କେବଳ ବାଦ୍ୟ ବୃନ୍ଦକୁ ଦେଖି କୌଣସି ପ୍ରଶଂସାର ବିଚାର କର ନାହିଁ। ସେଯୁଦ୍ଧିକ ଅନ୍ୟସ୍ୱାର ଅନ୍ୟ କିଛିକୁ ପ୍ରଭାବ କରିବା ନିମିତ୍ତ ଏକ ଏକ ଅସାଧାରଣ ମାନ୍ୟ ଶିକ୍ଷା ଭାବେ ଉଭରେ ସେଇଁ ପ୍ରକୃତ ସାମ୍ନା ଥାଏ— ତାହା ବୃହନ୍ତ ଅଲୋକିକ ବିଚାର କୃଷ୍ଟିର ପର୍ଯ୍ୟାୟ ଅଧମ। xyxy=(243,14,1029,36)
letter-title: ସରକାରୀ ଜମିରେ ବୃକ୍ଷରୋପଣ ହେଉ xyxy=(1260,480,1464,497)
sudoku-answer-row xyxy=(1366,1038,1483,1051)
sudoku-answer-cell: 9 xyxy=(1418,1064,1431,1077)
sudoku-cell[interactable] xyxy=(1245,909,1271,935)
bottom-para: ବୃକ୍ଷଟିର ଚାରିପଟେ ବିସ୍ତୃତ ଶାଖା ପ୍ରଶାଖା ଏକ ସୁନ୍ଦର ପରିବେଶ ସୃଷ୍ଟି କରିଛି। ଗ୍ରୀଷ୍ମ ଦିନରେ ପଥିକମାନେ ଏହାର ଛାଇରେ ବିଶ୍ରାମ ନେଇଥାନ୍ତି। ଅନେକ ପକ୍ଷୀ ଏଠାରେ ବସା ବାନ୍ଧିଛନ୍ତି। ପରିବେଶ ସୁରକ୍ଷା ଦୃଷ୍ଟିରୁ ଏହି ବୃକ୍ଷର ଗୁରୁତ୍ୱ ଅପରିସୀମ। xyxy=(900,1245,1221,1280)
print-color-bars xyxy=(0,2316,1500,2332)
sudoku-cell[interactable] xyxy=(1401,883,1427,909)
dropcap: ଏ xyxy=(20,1079,44,1117)
sudoku-cell[interactable] xyxy=(1427,753,1453,779)
sudoku-cell[interactable] xyxy=(1245,779,1271,805)
letter-title: ପଶୁପାଳନ ବନାମ ଜୈବିକ କୃଷି xyxy=(1276,46,1448,63)
contact-note-advt: advertisements, commercial queries xyxy=(1295,688,1429,699)
sudoku-answer-cell: 7 xyxy=(1431,1038,1444,1051)
sudoku-answer-row xyxy=(1366,1090,1483,1103)
sudoku-answer-cell: 9 xyxy=(1444,1077,1457,1090)
sudoku-answer-cell: 6 xyxy=(1392,1077,1405,1090)
sudoku-answer-cell: 1 xyxy=(1366,1038,1379,1051)
sudoku-answer-cell: 2 xyxy=(1444,1038,1457,1051)
color-swatch xyxy=(60,2319,73,2332)
sudoku-cell[interactable] xyxy=(1427,961,1453,987)
contact-line: ସମ୍ପାଦକ, ଧରିତ୍ରୀ, xyxy=(1329,591,1395,602)
chirantani-title: ଚିରନ୍ତନୀ xyxy=(70,13,162,39)
sudoku-cell[interactable] xyxy=(1401,779,1427,805)
sudoku-row xyxy=(1245,805,1479,831)
color-swatch xyxy=(974,2319,987,2332)
sudoku-cell[interactable] xyxy=(1349,805,1375,831)
letter-text: ସୂଚନା ଅଧିକାର ଆଇନ ପ୍ରଣୟନ ପରେ ଅନେକ ଦୁର୍ନୀତି ଉନ୍ମୋଚିତ ହୋଇଛି। କିନ୍ତୁ ସୂଚନା ଅଧିକାର କର୍ମୀଙ୍କ ସୁରକ୍ଷା ଏକ ବଡ଼ ପ୍ରଶ୍ନ ହୋଇ ରହିଛି। ଅନେକ କର୍ମୀ ଆକ୍ରମଣର ଶିକାର ହୋଇଛନ୍ତି। ସରକାର ସେମାନଙ୍କ ସୁରକ୍ଷା ପାଇଁ ଯଥାଯଥ ବ୍ୟବସ୍ଥା କରିବା ଉଚିତ୍। ଏହି ଆଇନର ପ୍ରକୃତ ଉଦ୍ଦେଶ୍ୟ ତେବେ ସାଧିତ ହୋଇପାରିବ। xyxy=(1234,213,1490,270)
sudoku-cell[interactable] xyxy=(1297,883,1323,909)
color-swatch xyxy=(765,2319,778,2332)
sudoku-answer-cell: 2 xyxy=(1366,1064,1379,1077)
budget-para: ଭାରତୀୟ ରିଜର୍ଭ ବ୍ୟାଙ୍କ ସଦ୍ୟରେ ଘୋଷିତ ଆର୍ଥିକନୀତିରେ ରେପୋ ରେଟ୍ ସ୍ଥିର ଥିବାଠିକ ମୁଦ୍ରାନୀତି ସମୀକ୍ଷା ବୈଠକ ପ୍ରସ୍ତୁତରେ କରାଯାଇଛି। ଏହାର ମୁଖ୍ୟ କାରଣ ହେଉଛି ମୁଦ୍ରାସ୍ଫୀତି ଉପରେ ନିୟନ୍ତ୍ରଣ ରଖିବା। ବର୍ତ୍ତମାନ ଖାଦ୍ୟ ମୁଦ୍ରାସ୍ଫୀତି ଅନେକ ପରିମାଣରେ ବୃଦ୍ଧି ପାଇଛି। ଏହା ସାଧାରଣ ଲୋକଙ୍କ ଉପରେ ପ୍ରଭାବ ପକାଉଛି। ଆଗାମୀ ବଜେଟରେ ଏହି ସବୁ ବିଷୟ ଉପରେ ଧ୍ୟାନ ଦିଆଯିବ ବୋଲି ଆଶା କରାଯାଉଛି। ଅର୍ଥନୀତିଜ୍ଞମାନେ କହୁଛନ୍ତି ଯେ ଦେଶର ଅର୍ଥନୀତି ସଠିକ୍ ଦିଗରେ ଅଗ୍ରସର ହେଉଛି। ତେବେ କୃଷି କ୍ଷେତ୍ରରେ ଆହୁରି ଅଧିକ ଧ୍ୟାନ ଦେବାର ଆବଶ୍ୟକତା ରହିଛି। ଚଳିତ ବର୍ଷ ମୌସୁମୀ ଭଲ ହୋଇଥିବାରୁ ଖରିଫ ଫସଲ ଭଲ ହେବ ବୋଲି ଆଶା କରାଯାଉଛି। xyxy=(235,140,722,251)
color-swatch xyxy=(752,2319,765,2332)
sudoku-answer-cell: 1 xyxy=(1379,1077,1392,1090)
sudoku-cell[interactable] xyxy=(1453,961,1479,987)
article1-sign: —ଜୟ ଚରଣ ଦଳାଇ xyxy=(156,1031,222,1042)
sudoku-cell[interactable] xyxy=(1245,857,1271,883)
sudoku-cell[interactable] xyxy=(1323,779,1349,805)
sudoku-cell[interactable] xyxy=(1375,857,1401,883)
letter-title: ବିକଳ ପେନ୍‌ସନ ଆଶାୟୀ xyxy=(1292,397,1432,414)
sudoku-answer-cell: 1 xyxy=(1431,1012,1444,1025)
sudoku-row xyxy=(1245,961,1479,987)
letter-salutation: ମହାଶୟ, xyxy=(1348,68,1376,77)
sudoku-cell[interactable] xyxy=(1349,961,1375,987)
poem-line: ବିଶ୍ୱ କାନ୍ଦ xyxy=(94,136,138,147)
sudoku-answer-cell: 9 xyxy=(1431,1025,1444,1038)
sudoku-cell[interactable] xyxy=(1401,935,1427,961)
article2-body xyxy=(10,1079,222,1158)
sudoku-cell[interactable] xyxy=(1297,857,1323,883)
sudoku-answer-cell: 3 xyxy=(1444,1012,1457,1025)
color-swatch xyxy=(1183,2319,1196,2332)
dropcap: ଗା xyxy=(20,272,53,309)
sudoku-answer-cell: 1 xyxy=(1418,1051,1431,1064)
sudoku-cell[interactable] xyxy=(1323,857,1349,883)
